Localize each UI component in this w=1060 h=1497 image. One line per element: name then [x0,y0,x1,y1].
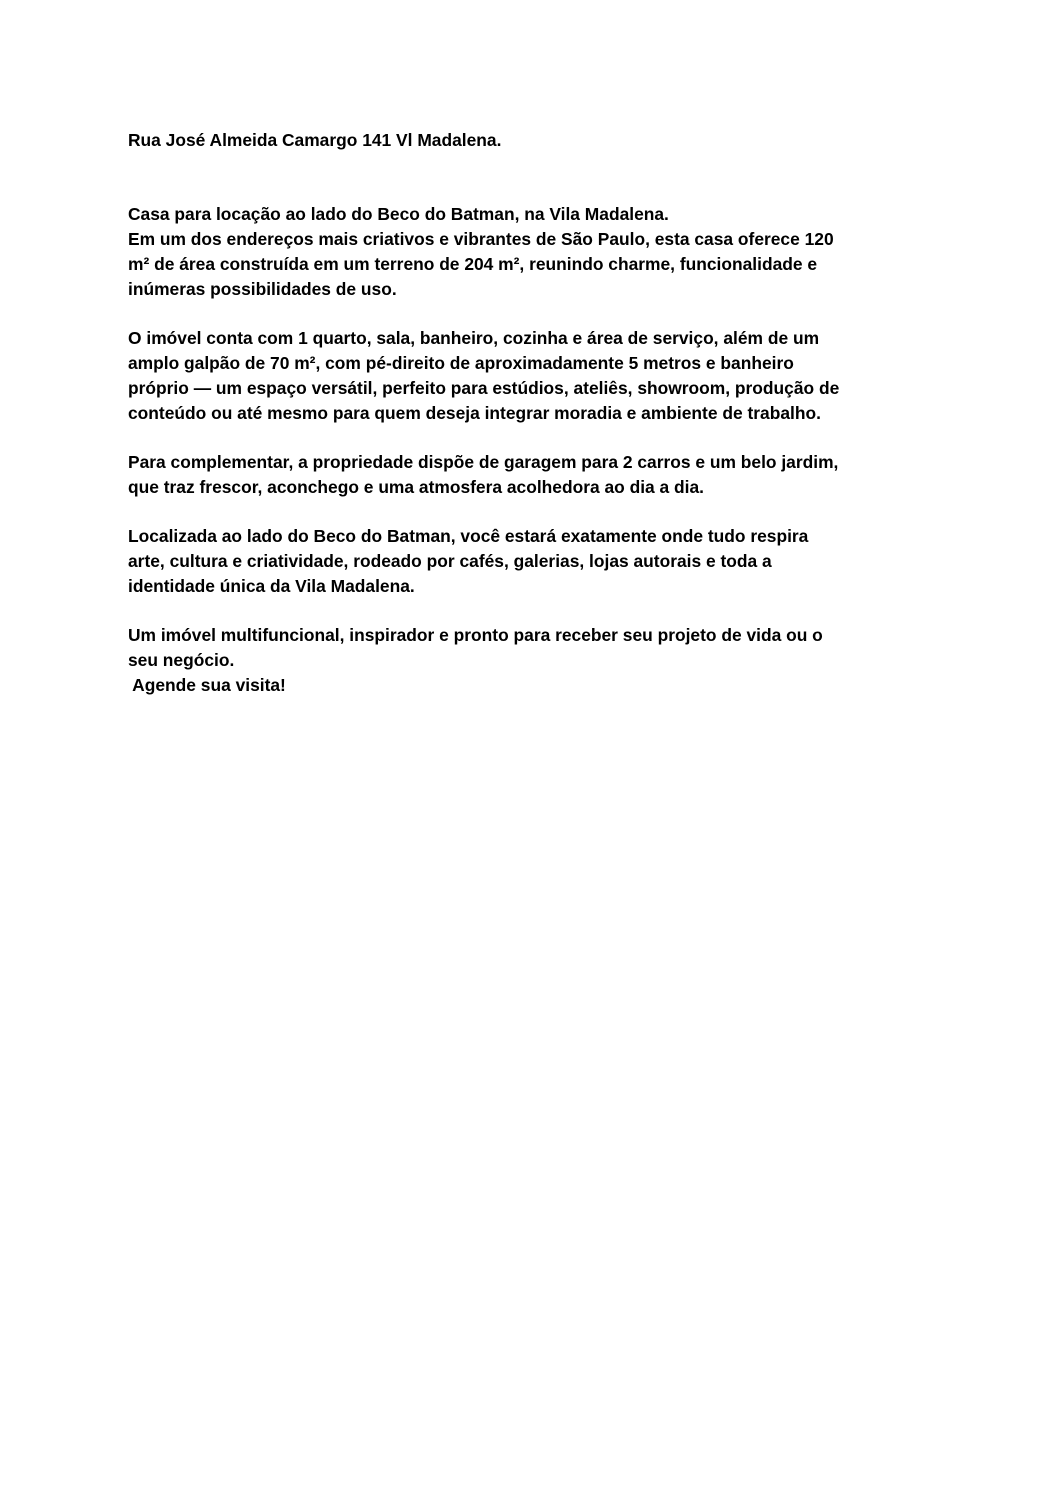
intro-line: Em um dos endereços mais criativos e vibrantes de São Paulo, esta casa oferece 120 [128,229,834,249]
intro-line: inúmeras possibilidades de uso. [128,279,397,299]
address-line [128,128,948,153]
features-line: conteúdo ou até mesmo para quem deseja integrar moradia e ambiente de trabalho. [128,403,821,423]
document-body [128,128,948,698]
location-line: identidade única da Vila Madalena. [128,576,415,596]
intro-line: Casa para locação ao lado do Beco do Batman, na Vila Madalena. [128,204,669,224]
features-paragraph [128,326,948,426]
features-line: amplo galpão de 70 m², com pé-direito de aproximadamente 5 metros e banheiro [128,353,794,373]
closing-paragraph [128,623,948,698]
closing-line: seu negócio. [128,650,235,670]
call-to-action: Agende sua visita! [128,675,286,695]
closing-line: Um imóvel multifuncional, inspirador e pronto para receber seu projeto de vida ou o [128,625,823,645]
extras-line: Para complementar, a propriedade dispõe de garagem para 2 carros e um belo jardim, [128,452,839,472]
extras-paragraph [128,450,948,500]
location-line: arte, cultura e criatividade, rodeado por cafés, galerias, lojas autorais e toda a [128,551,772,571]
intro-paragraph [128,202,948,302]
intro-line: m² de área construída em um terreno de 204 m², reunindo charme, funcionalidade e [128,254,818,274]
address-text: Rua José Almeida Camargo 141 Vl Madalena. [128,130,502,150]
location-paragraph [128,524,948,599]
location-line: Localizada ao lado do Beco do Batman, você estará exatamente onde tudo respira [128,526,809,546]
features-line: O imóvel conta com 1 quarto, sala, banheiro, cozinha e área de serviço, além de um [128,328,820,348]
features-line: próprio — um espaço versátil, perfeito para estúdios, ateliês, showroom, produção de [128,378,840,398]
extras-line: que traz frescor, aconchego e uma atmosfera acolhedora ao dia a dia. [128,477,705,497]
